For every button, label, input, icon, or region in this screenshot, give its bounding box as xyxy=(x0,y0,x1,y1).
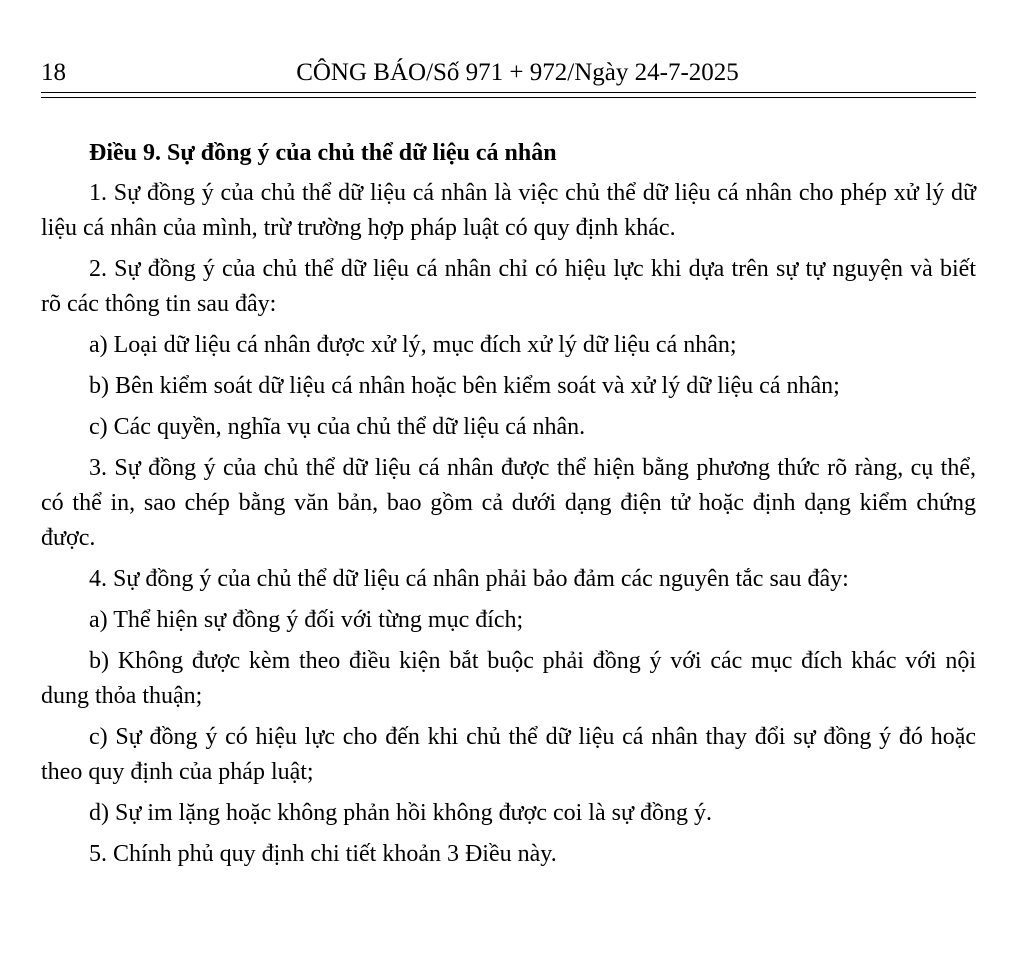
article-title: Điều 9. Sự đồng ý của chủ thể dữ liệu cá nhân xyxy=(89,140,557,166)
paragraph-5: 5. Chính phủ quy định chi tiết khoản 3 Điều này. xyxy=(89,841,557,867)
paragraph-2a: a) Loại dữ liệu cá nhân được xử lý, mục đích xử lý dữ liệu cá nhân; xyxy=(89,332,737,358)
paragraph-4: 4. Sự đồng ý của chủ thể dữ liệu cá nhân phải bảo đảm các nguyên tắc sau đây: xyxy=(89,566,849,592)
article-body xyxy=(41,92,976,872)
page-header xyxy=(41,0,976,92)
paragraph-4d: d) Sự im lặng hoặc không phản hồi không được coi là sự đồng ý. xyxy=(89,800,712,826)
paragraph-4c: c) Sự đồng ý có hiệu lực cho đến khi chủ thể dữ liệu cá nhân thay đổi sự đồng ý đó hoặc theo quy định của pháp luật; xyxy=(41,724,976,785)
page-number: 18 xyxy=(41,59,66,86)
header-rule-top xyxy=(41,92,976,93)
paragraph-1: 1. Sự đồng ý của chủ thể dữ liệu cá nhân là việc chủ thể dữ liệu cá nhân cho phép xử lý dữ liệu cá nhân của mình, trừ trường hợp pháp luật có quy định khác. xyxy=(41,180,976,241)
paragraph-3: 3. Sự đồng ý của chủ thể dữ liệu cá nhân được thể hiện bằng phương thức rõ ràng, cụ thể, có thể in, sao chép bằng văn bản, bao gồm cả dưới dạng điện tử hoặc định dạng kiểm chứng được. xyxy=(41,455,976,551)
paragraph-2: 2. Sự đồng ý của chủ thể dữ liệu cá nhân chỉ có hiệu lực khi dựa trên sự tự nguyện và biết rõ các thông tin sau đây: xyxy=(41,256,976,317)
header-rule-bottom xyxy=(41,97,976,98)
paragraph-2c: c) Các quyền, nghĩa vụ của chủ thể dữ liệu cá nhân. xyxy=(89,414,586,440)
gazette-header-title: CÔNG BÁO/Số 971 + 972/Ngày 24-7-2025 xyxy=(296,59,739,86)
paragraph-4a: a) Thể hiện sự đồng ý đối với từng mục đích; xyxy=(89,607,524,633)
paragraph-2b: b) Bên kiểm soát dữ liệu cá nhân hoặc bên kiểm soát và xử lý dữ liệu cá nhân; xyxy=(89,373,840,399)
paragraph-4b: b) Không được kèm theo điều kiện bắt buộc phải đồng ý với các mục đích khác với nội dung thỏa thuận; xyxy=(41,648,976,709)
